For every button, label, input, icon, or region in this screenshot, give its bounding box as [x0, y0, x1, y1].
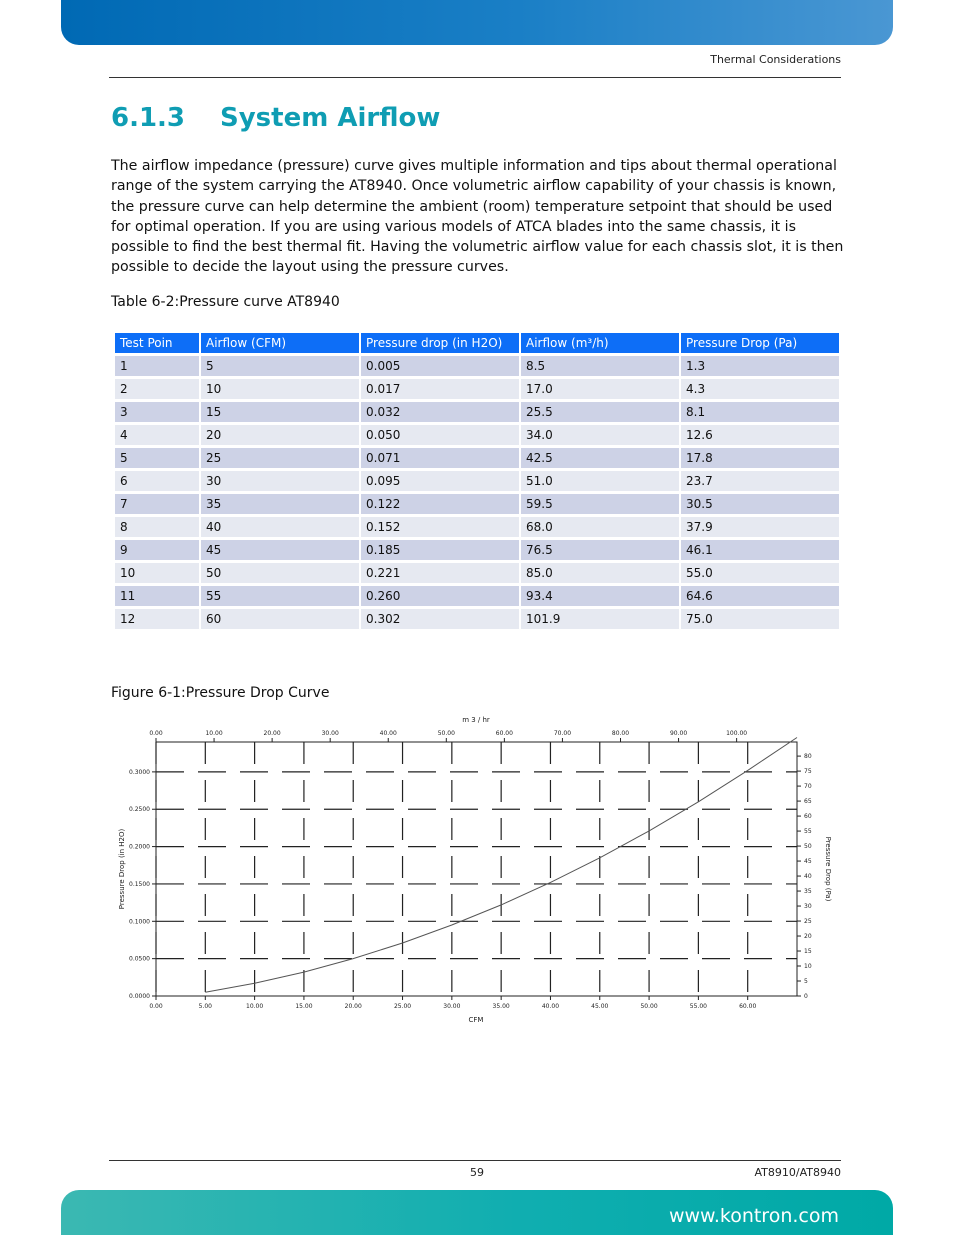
table-cell: 59.5 [521, 494, 679, 514]
table-body [115, 356, 839, 629]
table-row [115, 471, 839, 491]
table-cell: 0.122 [361, 494, 519, 514]
table-cell: 0.095 [361, 471, 519, 491]
x2-tick-label: 70.00 [553, 730, 572, 737]
table-row [115, 609, 839, 629]
table-cell: 93.4 [521, 586, 679, 606]
table-header-cell: Airflow (m³/h) [521, 333, 679, 353]
document-id: AT8910/AT8940 [754, 1166, 841, 1179]
table-cell: 15 [201, 402, 359, 422]
table-cell: 55 [201, 586, 359, 606]
table-cell: 46.1 [681, 540, 839, 560]
table-cell: 12 [115, 609, 199, 629]
table-cell: 30.5 [681, 494, 839, 514]
x2-tick-label: 80.00 [611, 730, 630, 737]
header-rule [109, 77, 841, 78]
table-cell: 0.005 [361, 356, 519, 376]
table-cell: 0.185 [361, 540, 519, 560]
table-cell: 55.0 [681, 563, 839, 583]
y2-tick-label: 50 [804, 843, 812, 851]
y-tick-label: 0.1500 [129, 880, 150, 888]
table-cell: 11 [115, 586, 199, 606]
figure-caption: Figure 6-1:Pressure Drop Curve [111, 685, 330, 701]
table-cell: 3 [115, 402, 199, 422]
y-tick-label: 0.0000 [129, 993, 150, 1000]
x2-tick-label: 20.00 [263, 730, 281, 737]
footer-rule [109, 1160, 841, 1161]
y2-tick-label: 55 [804, 828, 812, 836]
table-cell: 0.071 [361, 448, 519, 468]
table-cell: 7 [115, 494, 199, 514]
table-cell: 25.5 [521, 402, 679, 422]
y2-tick-label: 20 [804, 933, 812, 941]
x-tick-label: 50.00 [640, 1003, 658, 1010]
x-tick-label: 10.00 [246, 1003, 264, 1010]
y2-tick-label: 70 [804, 783, 812, 791]
x-tick-label: 45.00 [591, 1003, 609, 1010]
x-tick-label: 5.00 [198, 1003, 212, 1010]
x-tick-label: 30.00 [443, 1003, 461, 1010]
y2-tick-label: 35 [804, 888, 812, 896]
table-cell: 85.0 [521, 563, 679, 583]
table-row [115, 517, 839, 537]
y2-tick-label: 65 [804, 798, 812, 806]
table-row [115, 356, 839, 376]
section-title: System Airflow [220, 103, 441, 133]
y2-tick-label: 60 [804, 813, 812, 821]
x-tick-label: 55.00 [689, 1003, 707, 1010]
table-row [115, 586, 839, 606]
table-cell: 60 [201, 609, 359, 629]
x2-tick-label: 90.00 [669, 730, 688, 737]
section-header: Thermal Considerations [710, 53, 841, 66]
x2-tick-label: 0.00 [149, 730, 163, 737]
table-cell: 45 [201, 540, 359, 560]
table-cell: 30 [201, 471, 359, 491]
header-band [61, 0, 893, 45]
x2-tick-label: 50.00 [437, 730, 455, 737]
table-cell: 64.6 [681, 586, 839, 606]
table-header-cell: Airflow (CFM) [201, 333, 359, 353]
x2-tick-label: 40.00 [379, 730, 397, 737]
table-row [115, 379, 839, 399]
table-cell: 42.5 [521, 448, 679, 468]
y-axis-label: Pressure Drop (in H2O) [118, 828, 126, 910]
table-row [115, 425, 839, 445]
table-cell: 9 [115, 540, 199, 560]
table-cell: 17.8 [681, 448, 839, 468]
table-cell: 40 [201, 517, 359, 537]
y2-tick-label: 25 [804, 918, 812, 926]
y-tick-label: 0.3000 [129, 768, 150, 776]
x-tick-label: 40.00 [541, 1003, 560, 1010]
x-tick-label: 20.00 [344, 1003, 362, 1010]
table-cell: 12.6 [681, 425, 839, 445]
y2-tick-label: 30 [804, 903, 812, 911]
table-cell: 0.050 [361, 425, 519, 445]
table-cell: 0.152 [361, 517, 519, 537]
table-header-cell: Test Poin [115, 333, 199, 353]
y2-tick-label: 15 [804, 948, 812, 956]
plot-frame [156, 742, 797, 996]
pressure-table [113, 330, 841, 632]
y-tick-label: 0.2000 [129, 843, 150, 851]
table-cell: 23.7 [681, 471, 839, 491]
pressure-drop-chart [110, 712, 840, 1028]
table-row [115, 563, 839, 583]
table-cell: 0.017 [361, 379, 519, 399]
table-cell: 4 [115, 425, 199, 445]
x-tick-label: 0.00 [149, 1003, 163, 1010]
website-link[interactable]: www.kontron.com [668, 1205, 839, 1227]
table-cell: 75.0 [681, 609, 839, 629]
x-axis-label: CFM [468, 1016, 484, 1024]
y2-tick-label: 40 [804, 873, 812, 881]
table-cell: 0.302 [361, 609, 519, 629]
table-cell: 0.221 [361, 563, 519, 583]
table-cell: 6 [115, 471, 199, 491]
table-header-cell: Pressure drop (in H2O) [361, 333, 519, 353]
table-cell: 10 [201, 379, 359, 399]
table-cell: 17.0 [521, 379, 679, 399]
y2-tick-label: 75 [804, 768, 812, 776]
table-header-cell: Pressure Drop (Pa) [681, 333, 839, 353]
table-cell: 76.5 [521, 540, 679, 560]
table-cell: 8.1 [681, 402, 839, 422]
section-heading [111, 103, 440, 133]
section-number: 6.1.3 [111, 103, 186, 133]
table-cell: 0.032 [361, 402, 519, 422]
x2-tick-label: 60.00 [495, 730, 513, 737]
chart-grid [156, 742, 797, 996]
y-tick-label: 0.0500 [129, 955, 150, 963]
x-tick-label: 60.00 [739, 1003, 757, 1010]
table-cell: 8.5 [521, 356, 679, 376]
x2-tick-label: 100.00 [726, 730, 748, 737]
table-cell: 0.260 [361, 586, 519, 606]
y-tick-label: 0.1000 [129, 918, 150, 926]
y2-tick-label: 45 [804, 858, 812, 866]
x-tick-label: 25.00 [393, 1003, 412, 1010]
table-cell: 101.9 [521, 609, 679, 629]
table-cell: 8 [115, 517, 199, 537]
x-tick-label: 15.00 [295, 1003, 313, 1010]
table-cell: 51.0 [521, 471, 679, 491]
table-cell: 68.0 [521, 517, 679, 537]
y2-tick-label: 10 [804, 963, 812, 971]
x-tick-label: 35.00 [492, 1003, 510, 1010]
table-cell: 10 [115, 563, 199, 583]
table-header-row [115, 333, 839, 353]
table-row [115, 540, 839, 560]
table-cell: 2 [115, 379, 199, 399]
table-cell: 20 [201, 425, 359, 445]
y-tick-label: 0.2500 [129, 806, 150, 814]
table-cell: 1 [115, 356, 199, 376]
table-cell: 5 [115, 448, 199, 468]
table-cell: 4.3 [681, 379, 839, 399]
table-row [115, 448, 839, 468]
table-cell: 35 [201, 494, 359, 514]
y2-tick-label: 80 [804, 753, 812, 761]
page-number: 59 [470, 1166, 484, 1179]
x2-tick-label: 10.00 [205, 730, 223, 737]
table-cell: 34.0 [521, 425, 679, 445]
table-row [115, 494, 839, 514]
top-axis-label: m 3 / hr [462, 716, 490, 724]
table-cell: 5 [201, 356, 359, 376]
x2-tick-label: 30.00 [321, 730, 339, 737]
y2-tick-label: 5 [804, 978, 808, 986]
table-cell: 37.9 [681, 517, 839, 537]
table-cell: 50 [201, 563, 359, 583]
y2-tick-label: 0 [804, 993, 808, 1000]
table-cell: 1.3 [681, 356, 839, 376]
table-cell: 25 [201, 448, 359, 468]
body-paragraph: The airflow impedance (pressure) curve gives multiple information and tips about thermal operational range of the system carrying the AT8940. Once volumetric airflow capability of your chassis is known, the pressure curve can help determine the ambient (room) temperature setpoint that should be used for optimal operation. If you are using various models of ATCA blades into the same chassis, it is possible to find the best thermal fit. Having the volumetric airflow value for each chassis slot, it is then possible to decide the layout using the pressure curves. [111, 158, 844, 276]
table-row [115, 402, 839, 422]
table-caption: Table 6-2:Pressure curve AT8940 [111, 294, 340, 310]
right-axis-label: Pressure Drop (Pa) [824, 836, 832, 902]
